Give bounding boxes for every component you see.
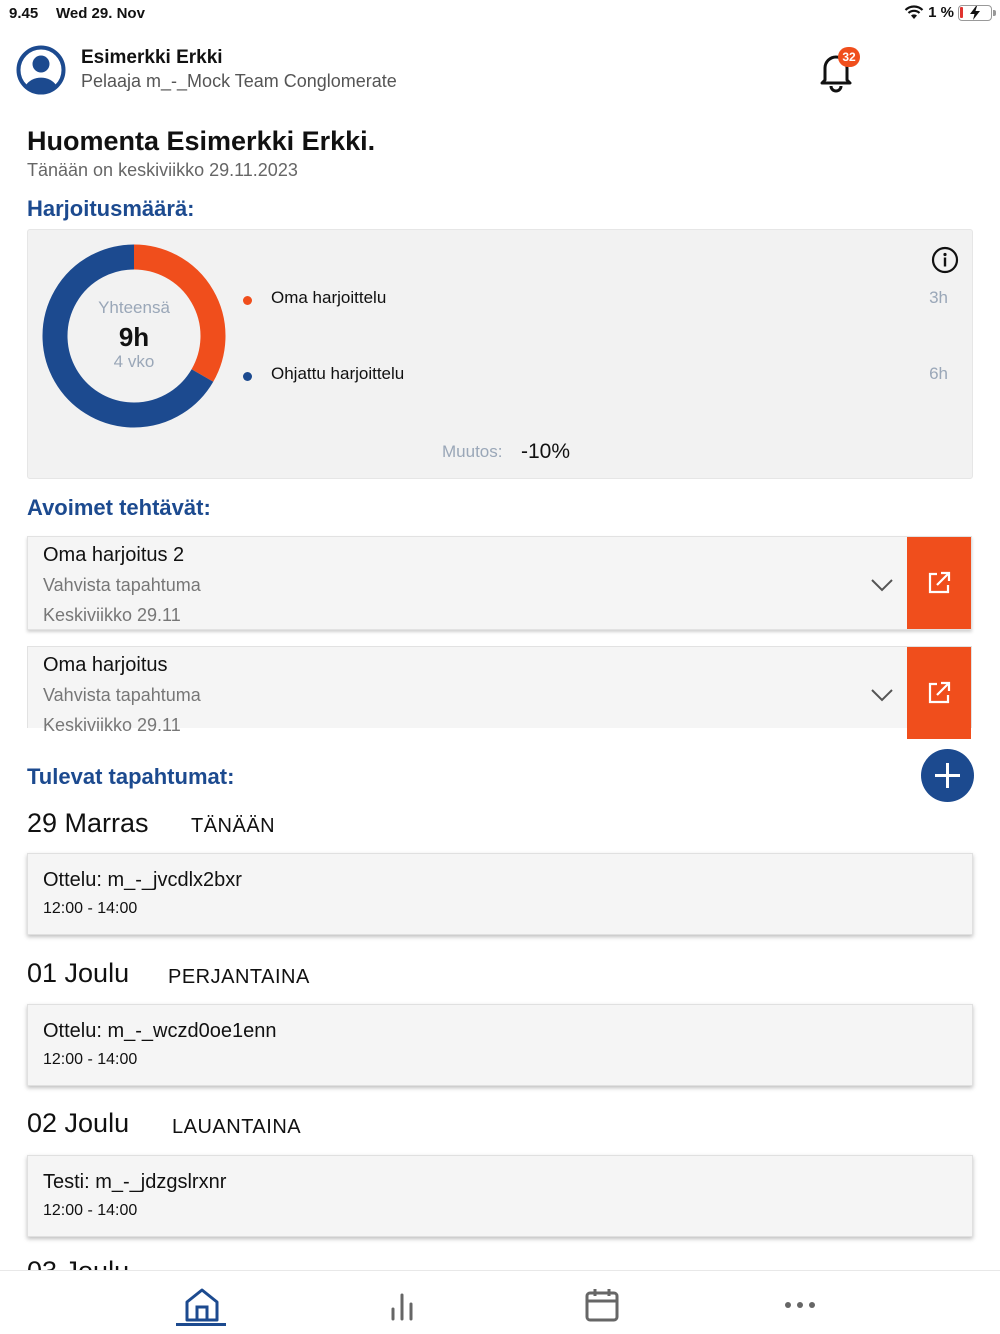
- task-subtitle: Vahvista tapahtuma: [43, 685, 201, 705]
- add-event-button[interactable]: [921, 749, 974, 802]
- active-tab-indicator: [176, 1323, 226, 1326]
- event-time: 12:00 - 14:00: [43, 1202, 138, 1219]
- tasks-section-title: Avoimet tehtävät:: [27, 495, 211, 520]
- external-link-icon: [926, 680, 952, 706]
- info-icon[interactable]: [931, 246, 959, 274]
- legend-value: 6h: [929, 364, 948, 383]
- status-bar: [0, 0, 1000, 28]
- avatar-icon[interactable]: [16, 45, 66, 95]
- event-card[interactable]: [27, 1004, 973, 1086]
- day-heading: 29 Marras: [27, 808, 149, 838]
- calendar-icon[interactable]: [582, 1285, 622, 1325]
- donut-total-value: 9h: [118, 322, 150, 352]
- event-time: 12:00 - 14:00: [43, 1051, 138, 1068]
- day-heading-partial: [27, 1256, 129, 1270]
- training-section-title: Harjoitusmäärä:: [27, 196, 195, 221]
- stats-icon[interactable]: [382, 1285, 422, 1325]
- more-icon[interactable]: [780, 1285, 820, 1325]
- open-task-button[interactable]: [907, 537, 971, 629]
- task-card[interactable]: [27, 646, 972, 735]
- chevron-down-icon[interactable]: [868, 571, 896, 599]
- day-label: PERJANTAINA: [168, 966, 310, 988]
- task-card[interactable]: [27, 536, 972, 630]
- user-role: Pelaaja m_-_Mock Team Conglomerate: [81, 71, 397, 91]
- day-label: LAUANTAINA: [172, 1116, 302, 1138]
- day-label: TÄNÄÄN: [191, 815, 276, 837]
- bottom-navigation: [0, 1270, 1000, 1334]
- event-title: Ottelu: m_-_jvcdlx2bxr: [43, 869, 242, 891]
- donut-period-label: 4 vko: [113, 352, 155, 371]
- task-title: Oma harjoitus 2: [43, 544, 185, 566]
- app-header: [16, 42, 984, 98]
- event-title: Ottelu: m_-_wczd0oe1enn: [43, 1020, 277, 1042]
- day-heading: 02 Joulu: [27, 1108, 130, 1138]
- task-title: Oma harjoitus: [43, 654, 168, 676]
- event-title: Testi: m_-_jdzgslrxnr: [43, 1171, 227, 1193]
- event-card[interactable]: [27, 853, 973, 935]
- user-name: Esimerkki Erkki: [81, 47, 223, 68]
- change-value: -10%: [521, 440, 571, 463]
- task-date: Keskiviikko 29.11: [43, 605, 181, 625]
- donut-total-label: Yhteensä: [98, 298, 170, 317]
- status-indicators: [904, 4, 992, 21]
- status-date: Wed 29. Nov: [56, 5, 145, 22]
- legend-label: Oma harjoittelu: [271, 288, 387, 307]
- home-icon[interactable]: [182, 1285, 222, 1325]
- status-time: 9.45: [9, 5, 39, 22]
- event-time: 12:00 - 14:00: [43, 900, 138, 917]
- greeting-title: Huomenta Esimerkki Erkki.: [27, 126, 376, 156]
- legend-label: Ohjattu harjoittelu: [271, 364, 405, 383]
- legend-item-own: [243, 288, 948, 312]
- plus-icon: [921, 749, 974, 802]
- chevron-down-icon[interactable]: [868, 681, 896, 709]
- upcoming-section-title: Tulevat tapahtumat:: [27, 764, 235, 789]
- legend-item-guided: [243, 364, 948, 388]
- external-link-icon: [926, 570, 952, 596]
- battery-icon: [958, 5, 992, 21]
- change-label: Muutos:: [442, 442, 503, 461]
- legend-dot-own: [243, 296, 252, 305]
- wifi-icon: [904, 5, 924, 20]
- event-card[interactable]: [27, 1155, 973, 1237]
- legend-value: 3h: [929, 288, 948, 307]
- greeting-date: Tänään on keskiviikko 29.11.2023: [27, 160, 298, 180]
- open-task-button[interactable]: [907, 647, 971, 739]
- legend-dot-guided: [243, 372, 252, 381]
- task-subtitle: Vahvista tapahtuma: [43, 575, 201, 595]
- day-heading: 01 Joulu: [27, 958, 130, 988]
- battery-percent: 1 %: [928, 4, 954, 21]
- training-card: [27, 229, 973, 479]
- task-date: Keskiviikko 29.11: [43, 715, 181, 735]
- notification-badge: 32: [838, 47, 860, 67]
